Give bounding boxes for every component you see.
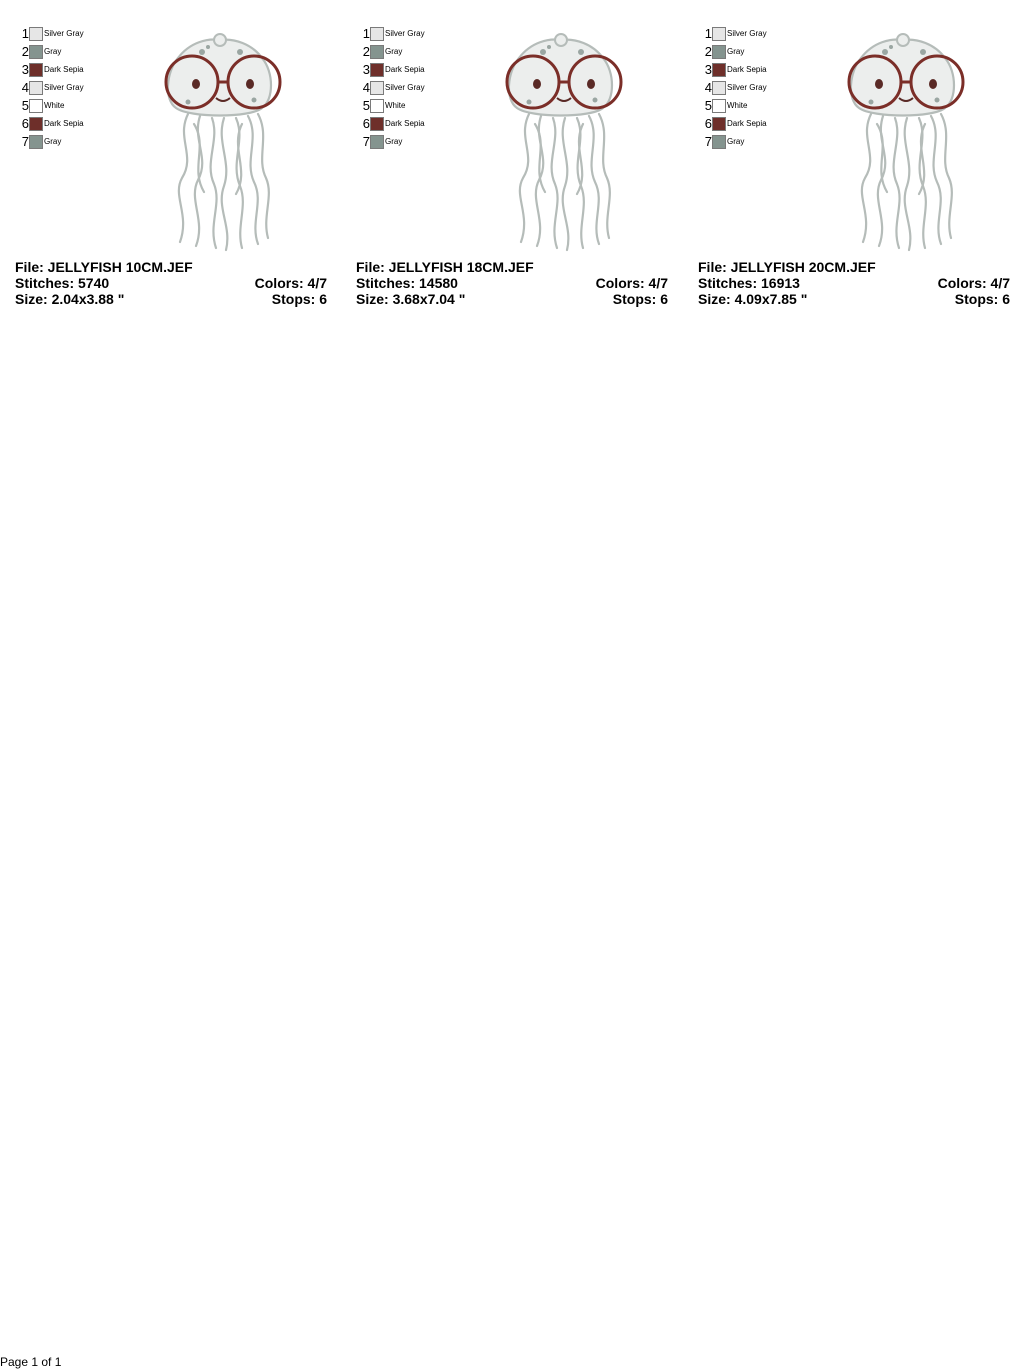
color-swatch <box>712 117 726 131</box>
palette-number: 4 <box>704 80 712 95</box>
thread-name: Silver Gray <box>385 83 425 92</box>
thread-name: Gray <box>44 137 62 146</box>
thread-name: Gray <box>385 137 403 146</box>
size-row <box>356 291 668 307</box>
size-row <box>15 291 327 307</box>
palette-number: 1 <box>704 26 712 41</box>
file-row <box>698 259 1010 275</box>
jellyfish-tentacles <box>862 114 952 250</box>
thread-name: Dark Sepia <box>44 65 84 74</box>
color-swatch <box>29 135 43 149</box>
palette-row <box>703 98 823 116</box>
jellyfish-design-preview <box>150 28 290 252</box>
jellyfish-tentacles <box>179 114 269 250</box>
color-swatch <box>370 81 384 95</box>
palette-number: 6 <box>704 116 712 131</box>
file-name: File: JELLYFISH 20CM.JEF <box>698 259 876 275</box>
design-size: Size: 2.04x3.88 " <box>15 291 125 307</box>
color-swatch <box>29 81 43 95</box>
color-swatch <box>712 27 726 41</box>
color-count: Colors: 4/7 <box>595 275 668 291</box>
jellyfish-top-bump <box>555 34 567 46</box>
color-swatch <box>29 63 43 77</box>
design-panel-3 <box>683 0 1013 320</box>
palette-number: 2 <box>21 44 29 59</box>
palette-number: 2 <box>704 44 712 59</box>
palette-number: 2 <box>362 44 370 59</box>
thread-palette <box>361 26 481 152</box>
palette-row <box>20 26 140 44</box>
color-swatch <box>29 117 43 131</box>
stop-count: Stops: 6 <box>954 291 1010 307</box>
palette-row <box>361 116 481 134</box>
stitch-count: Stitches: 16913 <box>698 275 800 291</box>
file-row <box>15 259 327 275</box>
file-row <box>356 259 668 275</box>
file-name: File: JELLYFISH 10CM.JEF <box>15 259 193 275</box>
design-info <box>698 259 1010 307</box>
palette-number: 6 <box>21 116 29 131</box>
size-row <box>698 291 1010 307</box>
palette-number: 1 <box>21 26 29 41</box>
palette-number: 5 <box>362 98 370 113</box>
color-swatch <box>712 81 726 95</box>
palette-number: 5 <box>704 98 712 113</box>
jellyfish-bell <box>168 40 271 116</box>
stitches-row <box>15 275 327 291</box>
palette-number: 6 <box>362 116 370 131</box>
page-number: Page 1 of 1 <box>0 1355 62 1369</box>
jellyfish-bell <box>851 40 954 116</box>
thread-palette <box>703 26 823 152</box>
palette-row <box>703 62 823 80</box>
color-count: Colors: 4/7 <box>254 275 327 291</box>
palette-number: 7 <box>704 134 712 149</box>
design-panel-2 <box>341 0 671 320</box>
palette-row <box>703 44 823 62</box>
thread-name: Gray <box>727 47 745 56</box>
design-info <box>15 259 327 307</box>
thread-name: Dark Sepia <box>385 65 425 74</box>
color-swatch <box>29 99 43 113</box>
palette-number: 7 <box>362 134 370 149</box>
jellyfish-top-bump <box>214 34 226 46</box>
design-info <box>356 259 668 307</box>
palette-row <box>20 98 140 116</box>
thread-name: White <box>727 101 748 110</box>
palette-row <box>361 44 481 62</box>
file-name: File: JELLYFISH 18CM.JEF <box>356 259 534 275</box>
jellyfish-top-bump <box>897 34 909 46</box>
color-swatch <box>370 45 384 59</box>
color-swatch <box>370 117 384 131</box>
thread-name: Dark Sepia <box>727 65 767 74</box>
palette-row <box>361 62 481 80</box>
palette-number: 3 <box>704 62 712 77</box>
color-swatch <box>370 63 384 77</box>
thread-name: Silver Gray <box>44 29 84 38</box>
stitch-count: Stitches: 5740 <box>15 275 110 291</box>
thread-name: White <box>44 101 65 110</box>
palette-number: 4 <box>362 80 370 95</box>
design-panel-1 <box>0 0 330 320</box>
color-swatch <box>370 27 384 41</box>
palette-row <box>20 62 140 80</box>
color-swatch <box>29 45 43 59</box>
palette-number: 4 <box>21 80 29 95</box>
palette-row <box>361 80 481 98</box>
color-count: Colors: 4/7 <box>937 275 1010 291</box>
jellyfish-design-preview <box>491 28 631 252</box>
design-size: Size: 3.68x7.04 " <box>356 291 466 307</box>
jellyfish-bell <box>509 40 612 116</box>
color-swatch <box>712 45 726 59</box>
palette-row <box>703 134 823 152</box>
thread-name: Dark Sepia <box>385 119 425 128</box>
thread-name: Gray <box>385 47 403 56</box>
palette-number: 1 <box>362 26 370 41</box>
palette-number: 3 <box>21 62 29 77</box>
design-size: Size: 4.09x7.85 " <box>698 291 808 307</box>
thread-name: Gray <box>727 137 745 146</box>
palette-number: 3 <box>362 62 370 77</box>
palette-row <box>361 98 481 116</box>
stop-count: Stops: 6 <box>271 291 327 307</box>
color-swatch <box>29 27 43 41</box>
palette-row <box>361 26 481 44</box>
palette-row <box>20 116 140 134</box>
thread-name: Silver Gray <box>727 83 767 92</box>
thread-name: Gray <box>44 47 62 56</box>
color-swatch <box>370 135 384 149</box>
palette-row <box>20 80 140 98</box>
thread-name: Silver Gray <box>44 83 84 92</box>
stop-count: Stops: 6 <box>612 291 668 307</box>
color-swatch <box>712 63 726 77</box>
stitch-count: Stitches: 14580 <box>356 275 458 291</box>
thread-name: Silver Gray <box>727 29 767 38</box>
palette-number: 5 <box>21 98 29 113</box>
thread-name: White <box>385 101 406 110</box>
palette-row <box>703 26 823 44</box>
page-footer <box>0 1355 61 1369</box>
stitches-row <box>698 275 1010 291</box>
color-swatch <box>712 99 726 113</box>
thread-name: Dark Sepia <box>44 119 84 128</box>
palette-row <box>703 116 823 134</box>
palette-number: 7 <box>21 134 29 149</box>
jellyfish-tentacles <box>520 114 610 250</box>
thread-palette <box>20 26 140 152</box>
jellyfish-design-preview <box>833 28 973 252</box>
palette-row <box>20 44 140 62</box>
palette-row <box>20 134 140 152</box>
thread-name: Silver Gray <box>385 29 425 38</box>
thread-name: Dark Sepia <box>727 119 767 128</box>
stitches-row <box>356 275 668 291</box>
color-swatch <box>712 135 726 149</box>
palette-row <box>361 134 481 152</box>
palette-row <box>703 80 823 98</box>
color-swatch <box>370 99 384 113</box>
